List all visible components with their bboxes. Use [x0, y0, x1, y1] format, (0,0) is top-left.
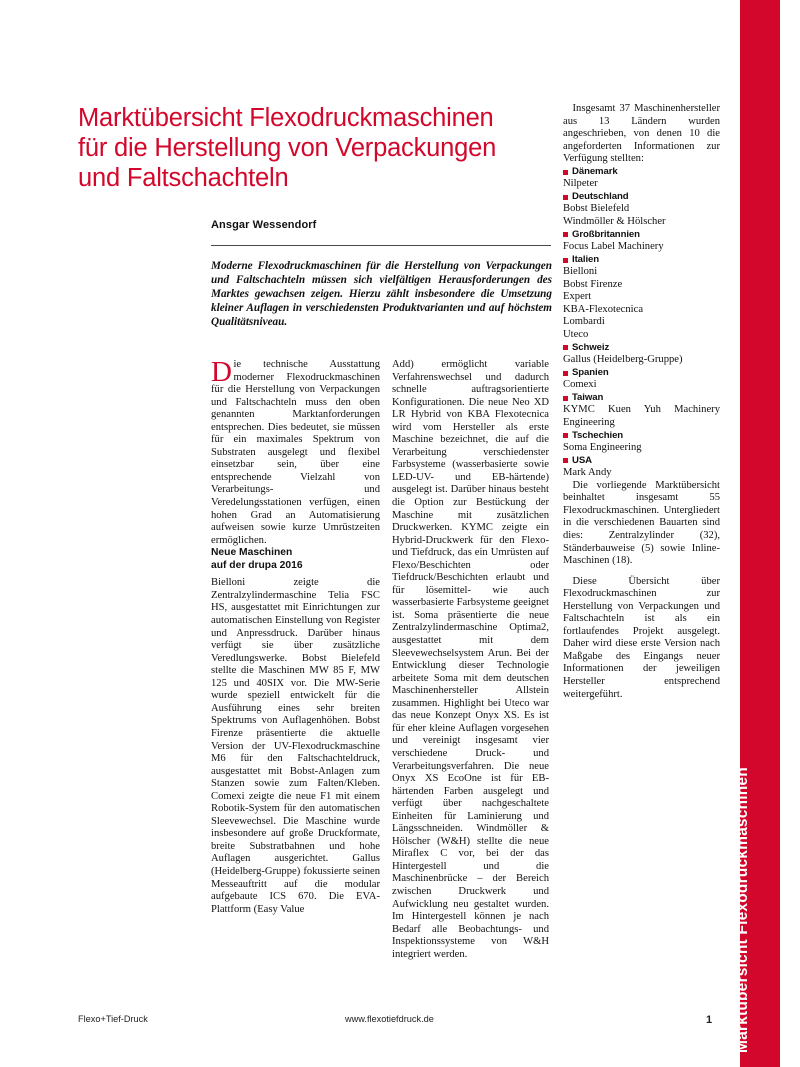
square-bullet-icon — [563, 232, 568, 237]
manufacturer-item: Windmöller & Hölscher — [563, 216, 666, 228]
byline-divider — [211, 245, 551, 246]
square-bullet-icon — [563, 258, 568, 263]
country-heading — [563, 229, 720, 242]
manufacturer-item: Expert — [563, 291, 592, 303]
footer-publication: Flexo+Tief-Druck — [78, 1014, 148, 1024]
manufacturer-item: Soma Engineering — [563, 442, 642, 454]
square-bullet-icon — [563, 433, 568, 438]
country-heading — [563, 430, 720, 443]
country-name: Tschechien — [572, 429, 624, 441]
column1-paragraph-1: Die technische Ausstattung moderner Flexodruckmaschinen für die Herstellung von Verpackungen und Faltschachteln muss den oben genannten Marktanforderungen entsprechen. Dies bedeutet, sie müssen für ein maximales Spektrum von Substraten ausgelegt und flexibel einsetzbar sein, über eine entsprechende Vielzahl von Verarbeitungs- und Veredelungsstationen verfügen, einen hohen Grad an Automatisierung aufweisen sowie kurze Umrüstzeiten ermöglichen. — [211, 356, 380, 546]
column3-summary-paragraph: Die vorliegende Marktübersicht beinhaltet insgesamt 55 Flexodruckmaschinen. Untergliedert in die verschiedenen Bauarten sind dies: Zentralzylinder (32), Ständerbauweise (5) sowie Inline-Maschinen (18). — [563, 479, 720, 567]
side-band-title: Marktübersicht Flexodruckmaschinen — [733, 767, 751, 1053]
country-heading — [563, 191, 720, 204]
country-heading — [563, 392, 720, 405]
page-title-line-2: für die Herstellung von Verpackungen — [78, 134, 497, 162]
footer-page-number: 1 — [706, 1014, 713, 1026]
country-name: Spanien — [572, 366, 609, 378]
side-band — [733, 0, 780, 1067]
square-bullet-icon — [563, 170, 568, 175]
square-bullet-icon — [563, 371, 568, 376]
manufacturer-item: Lombardi — [563, 316, 605, 328]
manufacturer-item: Focus Label Machinery — [563, 241, 664, 253]
square-bullet-icon — [563, 458, 568, 463]
country-name: USA — [572, 454, 592, 466]
manufacturer-item: Mark Andy — [563, 467, 612, 479]
manufacturer-item: Uteco — [563, 329, 589, 341]
column1-subhead-line-1: Neue Maschinen — [211, 547, 293, 559]
manufacturer-item: Bielloni — [563, 266, 598, 278]
page-title — [78, 103, 548, 193]
author-byline: Ansgar Wessendorf — [211, 219, 317, 231]
country-heading — [563, 367, 720, 380]
manufacturer-item: KBA-Flexotecnica — [563, 303, 644, 315]
manufacturer-item: Bobst Bielefeld — [563, 203, 630, 215]
page-title-line-3: und Faltschachteln — [78, 164, 289, 192]
country-name: Schweiz — [572, 341, 610, 353]
column2-paragraph-1: Add) ermöglicht variable Verfahrenswechsel und dadurch schnelle auftragsorientierte Konfigurationen. Die neue Neo XD LR Hybrid von KBA Flexotecnica wird vom Hersteller als erste Maschine bezeichnet, die auf die Verarbeitung verschiedenster Farbsysteme (wasserbasierte sowie LED-UV- und EB-härtende) ausgelegt ist. Darüber hinaus besteht die Option zur Bestückung der Maschine mit zusätzlichen Druckwerken. KYMC zeigte ein Hybrid-Druckwerk für den Flexo- und Tiefdruck, das ein Umrüsten auf Flexo/Beschichten oder Tiefdruck/Beschichten erlaubt und für lösemittel- wie auch wasserbasierte Farbsysteme geeignet ist. Soma präsentierte die neue Zentralzylindermaschine Optima2, ausgestattet mit dem Sleevewechselsystem Arun. Bei der Entwicklung dieser Technologie arbeitete Soma mit dem deutschen Maschinenhersteller Allstein zusammen. Highlight bei Uteco war das neue Konzept Onyx XS. Es ist für eher kleine Auflagen vorgesehen und vereinigt insgesamt vier verschiedene Druck- und Verarbeitungsverfahren. Die neue Onyx XS EcoOne ist für EB-härtenden Farben ausgelegt und verfügt über nachgeschaltete Einheiten für Laminierung und Längsschneiden. Windmöller & Hölscher (W&H) stellte die neue Miraflex C vor, bei der das Hintergestell und die Maschinenbrücke – der Bereich zwischen Druckwerk und Aufwicklung neu gestaltet wurden. Im Hintergestell können je nach Bedarf alle Beobachtungs- und Inspektionssysteme von W&H integriert werden. — [392, 359, 549, 960]
country-heading — [563, 342, 720, 355]
country-name: Taiwan — [572, 391, 604, 403]
country-heading — [563, 254, 720, 267]
country-name: Dänemark — [572, 165, 618, 177]
page-title-line-1: Marktübersicht Flexodruckmaschinen — [78, 104, 494, 132]
manufacturer-item: KYMC Kuen Yuh Machinery Engineering — [563, 404, 720, 428]
manufacturer-item: Bobst Firenze — [563, 278, 623, 290]
manufacturer-item: Nilpeter — [563, 178, 598, 190]
square-bullet-icon — [563, 345, 568, 350]
square-bullet-icon — [563, 195, 568, 200]
square-bullet-icon — [563, 396, 568, 401]
body-column-3 — [563, 103, 720, 701]
manufacturer-country-list — [563, 166, 720, 480]
column1-paragraph-2: Bielloni zeigte die Zentralzylindermaschine Telia FSC HS, ausgestattet mit Einrichtungen zur automatischen Einstellung von Register und Anpressdruck. Darüber hinaus verfügt sie über zusätzliche Veredlungswerke. Bobst Bielefeld stellte die Maschinen MW 85 F, MW 125 und 40SIX vor. Die MW-Serie wurde speziell entwickelt für die Ausführung eines sehr breiten Spektrums von Auflagenhöhen. Bobst Firenze präsentierte die aktuelle Version der UV-Flexodruckmaschine M6 für den Faltschachteldruck, ausgestattet mit Bobst-Anlagen zum Stanzen sowie zum Falten/Kleben. Comexi zeigte die neue F1 mit einem Robotik-System für den automatischen Sleevewechsel. Die Maschine wurde insbesondere auf große Druckformate, breite Substratbahnen und hohe Auflagen ausgerichtet. Gallus (Heidelberg-Gruppe) fokussierte seinen Messeauftritt auf die modular aufgebaute ICS 670. Die EVA-Plattform (Easy Value — [211, 577, 380, 915]
country-name: Deutschland — [572, 190, 629, 202]
country-heading — [563, 455, 720, 468]
column1-subhead-line-2: auf der drupa 2016 — [211, 559, 303, 571]
footer-website: www.flexotiefdruck.de — [345, 1014, 434, 1024]
country-name: Italien — [572, 253, 600, 265]
manufacturer-item: Gallus (Heidelberg-Gruppe) — [563, 354, 683, 366]
manufacturer-item: Comexi — [563, 379, 597, 391]
column3-intro-paragraph: Insgesamt 37 Maschinenhersteller aus 13 Ländern wurden angeschrieben, von denen 10 die angeforderten Informationen zur Verfügung stellten: — [563, 103, 720, 165]
country-name: Großbritannien — [572, 228, 640, 240]
body-column-1 — [211, 356, 380, 916]
abstract-text: Moderne Flexodruckmaschinen für die Herstellung von Verpackungen und Faltschachteln müssen sich vielfältigen Herausforderungen des Marktes gewachsen zeigen. Hierzu zählt insbesondere die Umsetzung kleiner Auflagen in verschiedensten Produktvarianten und auf höchstem Qualitätsniveau. — [211, 260, 552, 328]
country-heading — [563, 166, 720, 179]
body-column-2 — [392, 359, 549, 961]
column3-closing-paragraph: Diese Übersicht über Flexodruckmaschinen zur Herstellung von Verpackungen und Faltschachteln ist als ein fortlaufendes Projekt ausgelegt. Daher wird diese erste Version nach Maßgabe des Eingangs neuer Informationen der jeweiligen Hersteller entsprechend weitergeführt. — [563, 575, 720, 700]
